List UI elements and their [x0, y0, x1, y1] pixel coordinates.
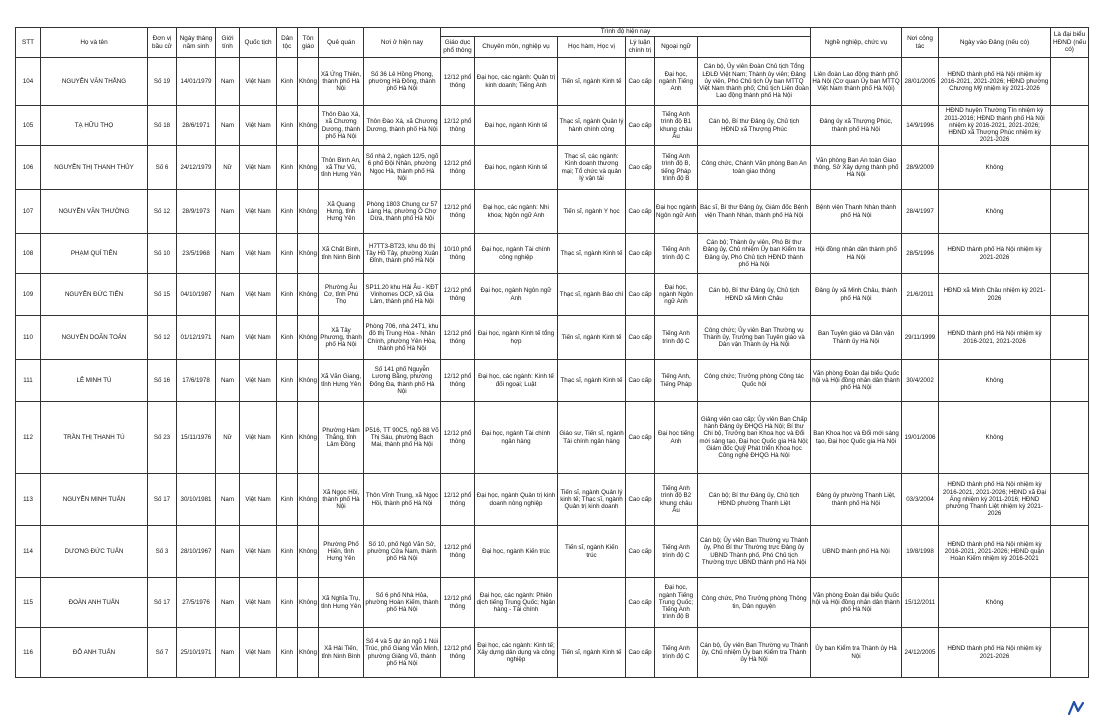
cell-sex: Nam [216, 58, 240, 106]
cell-specialty: Đại học, các ngành: Kinh tế đối ngoại; Luật [475, 360, 558, 402]
cell-workplace: Đảng ủy xã Thượng Phúc, thành phố Hà Nội [811, 106, 902, 146]
header-job: Nghề nghiệp, chức vụ [811, 28, 902, 58]
header-general: Giáo dục phổ thông [441, 37, 475, 58]
cell-language: Tiếng Anh trình độ C [655, 526, 698, 578]
cell-nationality: Việt Nam [240, 578, 277, 628]
cell-unit: Số 15 [148, 274, 177, 316]
cell-ethnicity: Kinh [277, 578, 298, 628]
cell-residence: Thôn Vĩnh Trung, xã Ngọc Hồi, thành phố Hà Nội [364, 474, 441, 526]
cell-ethnicity: Kinh [277, 146, 298, 190]
cell-politics: Cao cấp [626, 628, 655, 678]
cell-name: LÊ MINH TÚ [41, 360, 148, 402]
cell-religion: Không [298, 106, 319, 146]
header-unit: Đơn vị bầu cử [148, 28, 177, 58]
cell-general: 12/12 phổ thông [441, 146, 475, 190]
cell-sex: Nữ [216, 146, 240, 190]
cell-degree: Thạc sĩ, ngành Báo chí [558, 274, 626, 316]
cell-note [1051, 526, 1089, 578]
cell-party: 15/12/2011 [902, 578, 939, 628]
cell-dob: 28/6/1971 [177, 106, 216, 146]
cell-note [1051, 628, 1089, 678]
cell-nationality: Việt Nam [240, 474, 277, 526]
cell-stt: 115 [16, 578, 41, 628]
cell-workplace: UBND thành phố Hà Nội [811, 526, 902, 578]
cell-unit: Số 6 [148, 146, 177, 190]
header-education-group: Trình độ hiện nay [441, 28, 811, 37]
cell-religion: Không [298, 58, 319, 106]
cell-unit: Số 23 [148, 402, 177, 474]
cell-nationality: Việt Nam [240, 628, 277, 678]
cell-degree: Tiến sĩ, ngành Kinh tế [558, 316, 626, 360]
cell-degree: Tiến sĩ, ngành Kinh tế [558, 628, 626, 678]
cell-job: Cán bộ, Ủy viên Ban Thường vụ Thành ủy, Chủ nhiệm Ủy ban Kiểm tra Thành ủy Hà Nội [698, 628, 811, 678]
cell-residence: Số 141 phố Nguyễn Lương Bằng, phường Đống Đa, thành phố Hà Nội [364, 360, 441, 402]
cell-residence: Số 6 phố Nhà Hỏa, phường Hoàn Kiếm, thành phố Hà Nội [364, 578, 441, 628]
cell-ethnicity: Kinh [277, 106, 298, 146]
table-row [16, 526, 1089, 578]
cell-party: 30/4/2002 [902, 360, 939, 402]
cell-specialty: Đại học, các ngành: Nhi khoa; Ngôn ngữ Anh [475, 190, 558, 234]
cell-residence: Số 4 và 5 dự án ngõ 1 Núi Trúc, phố Giang Văn Minh, phường Giảng Võ, thành phố Hà Nội [364, 628, 441, 678]
cell-nationality: Việt Nam [240, 146, 277, 190]
cell-residence: P516, TT 90C5, ngõ 88 Võ Thị Sáu, phường Bạch Mai, thành phố Hà Nội [364, 402, 441, 474]
cell-name: PHẠM QUÍ TIÊN [41, 234, 148, 274]
cell-hometown: Xã Ứng Thiên, thành phố Hà Nội [319, 58, 364, 106]
table-row [16, 190, 1089, 234]
cell-specialty: Đại học, các ngành: Kinh tế; Xây dựng dân dụng và công nghiệp [475, 628, 558, 678]
cell-job: Công chức, Chánh Văn phòng Ban An toàn giao thông [698, 146, 811, 190]
cell-ethnicity: Kinh [277, 316, 298, 360]
cell-language: Đại học, ngành Tiếng Anh [655, 58, 698, 106]
cell-sex: Nam [216, 316, 240, 360]
cell-residence: SP11.20 khu Hải Âu - KĐT Vinhomes OCP, xã Gia Lâm, thành phố Hà Nội [364, 274, 441, 316]
cell-party: 24/12/2005 [902, 628, 939, 678]
cell-nationality: Việt Nam [240, 402, 277, 474]
cell-job: Công chức, Phó Trưởng phòng Thông tin, Dân nguyện [698, 578, 811, 628]
cell-party: 21/6/2011 [902, 274, 939, 316]
cell-general: 12/12 phổ thông [441, 316, 475, 360]
cell-delegate: HĐND thành phố Hà Nội nhiệm kỳ 2016-2021, 2021-2026 [939, 316, 1051, 360]
cell-note [1051, 106, 1089, 146]
cell-stt: 107 [16, 190, 41, 234]
cell-hometown: Xã Tây Phương, thành phố Hà Nội [319, 316, 364, 360]
cell-ethnicity: Kinh [277, 360, 298, 402]
cell-hometown: Xã Chất Bình, tỉnh Ninh Bình [319, 234, 364, 274]
cell-language: Tiếng Anh trình độ C [655, 628, 698, 678]
header-language: Ngoại ngữ [655, 37, 698, 58]
cell-note [1051, 274, 1089, 316]
cell-residence: Phòng 706, nhà 24T1, khu đô thị Trung Hòa - Nhân Chính, phường Yên Hòa, thành phố Hà Nội [364, 316, 441, 360]
cell-sex: Nam [216, 360, 240, 402]
header-workplace: Nơi công tác [902, 28, 939, 58]
header-delegate: Là đại biểu HĐND (nếu có) [1051, 28, 1089, 58]
header-sex: Giới tính [216, 28, 240, 58]
cell-sex: Nam [216, 106, 240, 146]
cell-religion: Không [298, 234, 319, 274]
cell-politics: Cao cấp [626, 402, 655, 474]
cell-unit: Số 12 [148, 316, 177, 360]
cell-degree: Tiến sĩ, ngành Y học [558, 190, 626, 234]
cell-unit: Số 19 [148, 58, 177, 106]
cell-religion: Không [298, 474, 319, 526]
cell-workplace: Đảng ủy phường Thanh Liệt, thành phố Hà Nội [811, 474, 902, 526]
cell-dob: 01/12/1971 [177, 316, 216, 360]
header-dob: Ngày tháng năm sinh [177, 28, 216, 58]
table-row [16, 234, 1089, 274]
cell-unit: Số 17 [148, 474, 177, 526]
cell-unit: Số 10 [148, 234, 177, 274]
header-religion: Tôn giáo [298, 28, 319, 58]
cell-delegate: HĐND huyện Thường Tín nhiệm kỳ 2011-2016; HĐND thành phố Hà Nội nhiệm kỳ 2016-2021, 2021-2026; HĐND xã Thượng Phúc nhiệm kỳ 2021-2026 [939, 106, 1051, 146]
cell-religion: Không [298, 274, 319, 316]
cell-name: NGUYỄN ĐỨC TIẾN [41, 274, 148, 316]
cell-specialty: Đại học, ngành Kinh tế [475, 146, 558, 190]
cell-note [1051, 58, 1089, 106]
cell-stt: 104 [16, 58, 41, 106]
header-nationality: Quốc tịch [240, 28, 277, 58]
cell-religion: Không [298, 628, 319, 678]
cell-stt: 112 [16, 402, 41, 474]
cell-politics: Cao cấp [626, 360, 655, 402]
cell-residence: Số 10, phố Ngô Văn Sở, phường Cửa Nam, thành phố Hà Nội [364, 526, 441, 578]
cell-party: 29/11/1999 [902, 316, 939, 360]
table-row [16, 146, 1089, 190]
cell-dob: 17/6/1978 [177, 360, 216, 402]
cell-sex: Nữ [216, 402, 240, 474]
cell-dob: 25/10/1971 [177, 628, 216, 678]
cell-degree: Thạc sĩ, ngành Quản lý hành chính công [558, 106, 626, 146]
cell-unit: Số 3 [148, 526, 177, 578]
cell-note [1051, 190, 1089, 234]
cell-party: 14/9/1996 [902, 106, 939, 146]
cell-dob: 23/5/1968 [177, 234, 216, 274]
cell-residence: Thôn Đào Xá, xã Chương Dương, thành phố Hà Nội [364, 106, 441, 146]
cell-degree: Thạc sĩ, ngành Kinh tế [558, 360, 626, 402]
cell-workplace: Hội đồng nhân dân thành phố Hà Nội [811, 234, 902, 274]
cell-language: Tiếng Anh, Tiếng Pháp [655, 360, 698, 402]
cell-sex: Nam [216, 190, 240, 234]
cell-religion: Không [298, 360, 319, 402]
cell-name: ĐỖ ANH TUẤN [41, 628, 148, 678]
cell-general: 12/12 phổ thông [441, 628, 475, 678]
header-party: Ngày vào Đảng (nếu có) [939, 28, 1051, 58]
cell-degree: Tiến sĩ, ngành Quản lý kinh tế; Thạc sĩ, ngành Quản trị kinh doanh [558, 474, 626, 526]
cell-degree: Tiến sĩ, ngành Kinh tế [558, 58, 626, 106]
cell-sex: Nam [216, 578, 240, 628]
cell-hometown: Xã Nghĩa Trụ, tỉnh Hưng Yên [319, 578, 364, 628]
cell-specialty: Đại học, các ngành: Phiên dịch tiếng Trung Quốc; Ngân hàng - Tài chính [475, 578, 558, 628]
cell-stt: 116 [16, 628, 41, 678]
cell-residence: Số 36 Lê Hồng Phong, phường Hà Đông, thành phố Hà Nội [364, 58, 441, 106]
cell-job: Cán bộ; Ủy viên Ban Thường vụ Thành ủy, Phó Bí thư Thường trực Đảng ủy UBND Thành phố, Phó Chủ tịch Thường trực UBND thành phố Hà Nội [698, 526, 811, 578]
cell-workplace: Văn phòng Đoàn đại biểu Quốc hội và Hội đồng nhân dân thành phố Hà Nội [811, 360, 902, 402]
cell-job: Cán bộ, Ủy viên Đoàn Chủ tịch Tổng LĐLĐ Việt Nam; Thành ủy viên; Đảng ủy viên, Phó Chủ tịch Ủy ban MTTQ Việt Nam thành phố; Chủ tịch Liên đoàn Lao động thành phố Hà Nội [698, 58, 811, 106]
cell-general: 12/12 phổ thông [441, 190, 475, 234]
cell-degree: Thạc sĩ, các ngành: Kinh doanh thương mại; Tổ chức và quản lý vận tải [558, 146, 626, 190]
cell-note [1051, 316, 1089, 360]
cell-unit: Số 17 [148, 578, 177, 628]
cell-sex: Nam [216, 628, 240, 678]
cell-politics: Cao cấp [626, 58, 655, 106]
cell-dob: 24/12/1979 [177, 146, 216, 190]
cell-politics: Cao cấp [626, 274, 655, 316]
cell-hometown: Xã Văn Giang, tỉnh Hưng Yên [319, 360, 364, 402]
cell-language: Đại học, ngành Ngôn ngữ Anh [655, 274, 698, 316]
cell-degree: Tiến sĩ, ngành Kiến trúc [558, 526, 626, 578]
cell-hometown: Xã Ngọc Hồi, thành phố Hà Nội [319, 474, 364, 526]
cell-language: Tiếng Anh trình độ B2 khung châu Âu [655, 474, 698, 526]
cell-name: NGUYỄN MINH TUẤN [41, 474, 148, 526]
cell-name: TRẦN THỊ THANH TÚ [41, 402, 148, 474]
cell-sex: Nam [216, 274, 240, 316]
cell-religion: Không [298, 146, 319, 190]
cell-workplace: Bệnh viện Thanh Nhàn thành phố Hà Nội [811, 190, 902, 234]
cell-hometown: Thôn Đào Xá, xã Chương Dương, thành phố Hà Nội [319, 106, 364, 146]
cell-politics: Cao cấp [626, 106, 655, 146]
cell-note [1051, 234, 1089, 274]
cell-language: Tiếng Anh trình độ B1 khung châu Âu [655, 106, 698, 146]
cell-name: DƯƠNG ĐỨC TUẤN [41, 526, 148, 578]
cell-nationality: Việt Nam [240, 106, 277, 146]
cell-name: ĐOÀN ANH TUẤN [41, 578, 148, 628]
cell-nationality: Việt Nam [240, 190, 277, 234]
cell-specialty: Đại học, các ngành: Quản trị kinh doanh; Tiếng Anh [475, 58, 558, 106]
cell-delegate: Không [939, 146, 1051, 190]
cell-politics: Cao cấp [626, 234, 655, 274]
cell-delegate: Không [939, 190, 1051, 234]
cell-note [1051, 360, 1089, 402]
cell-nationality: Việt Nam [240, 58, 277, 106]
header-specialty: Chuyên môn, nghiệp vụ [475, 37, 558, 58]
cell-ethnicity: Kinh [277, 234, 298, 274]
table-row [16, 474, 1089, 526]
cell-stt: 108 [16, 234, 41, 274]
cell-hometown: Xã Hải Tiến, tỉnh Ninh Bình [319, 628, 364, 678]
cell-politics: Cao cấp [626, 146, 655, 190]
cell-hometown: Thôn Bình An, xã Thư Vũ, tỉnh Hưng Yên [319, 146, 364, 190]
cell-workplace: Ủy ban Kiểm tra Thành ủy Hà Nội [811, 628, 902, 678]
cell-hometown: Phường Hàm Thắng, tỉnh Lâm Đồng [319, 402, 364, 474]
cell-stt: 114 [16, 526, 41, 578]
cell-job: Công chức; Ủy viên Ban Thường vụ Thành ủy, Trưởng ban Tuyên giáo và Dân vận Thành ủy Hà Nội [698, 316, 811, 360]
cell-delegate: Không [939, 360, 1051, 402]
cell-party: 28/9/2009 [902, 146, 939, 190]
cell-name: NGUYỄN THỊ THANH THỦY [41, 146, 148, 190]
table-row [16, 628, 1089, 678]
header-hometown: Quê quán [319, 28, 364, 58]
cell-dob: 28/9/1973 [177, 190, 216, 234]
cell-party: 19/8/1998 [902, 526, 939, 578]
cell-job: Cán bộ, Bí thư Đảng ủy, Chủ tịch HĐND xã Thượng Phúc [698, 106, 811, 146]
cell-nationality: Việt Nam [240, 316, 277, 360]
cell-religion: Không [298, 526, 319, 578]
cell-hometown: Phường Âu Cơ, tỉnh Phú Thọ [319, 274, 364, 316]
cell-workplace: Văn phòng Ban An toàn Giao thông, Sở Xây dựng thành phố Hà Nội [811, 146, 902, 190]
cell-dob: 30/10/1981 [177, 474, 216, 526]
cell-dob: 15/11/1976 [177, 402, 216, 474]
cell-degree [558, 578, 626, 628]
cell-unit: Số 18 [148, 106, 177, 146]
cell-politics: Cao cấp [626, 578, 655, 628]
table-row [16, 106, 1089, 146]
cell-party: 19/01/2006 [902, 402, 939, 474]
cell-politics: Cao cấp [626, 474, 655, 526]
cell-politics: Cao cấp [626, 526, 655, 578]
cell-general: 12/12 phổ thông [441, 274, 475, 316]
cell-party: 03/3/2004 [902, 474, 939, 526]
cell-language: Đại học, ngành Tiếng Trung Quốc; Tiếng Anh trình độ B [655, 578, 698, 628]
cell-note [1051, 474, 1089, 526]
header-degree: Học hàm, Học vị [558, 37, 626, 58]
cell-name: NGUYỄN VĂN THƯỜNG [41, 190, 148, 234]
cell-religion: Không [298, 190, 319, 234]
header-ethnicity: Dân tộc [277, 28, 298, 58]
cell-note [1051, 402, 1089, 474]
cell-language: Tiếng Anh trình độ B, tiếng Pháp trình độ B [655, 146, 698, 190]
table-body [16, 58, 1089, 678]
cell-language: Tiếng Anh trình độ C [655, 316, 698, 360]
cell-specialty: Đại học, ngành Tài chính công nghiệp [475, 234, 558, 274]
cell-ethnicity: Kinh [277, 274, 298, 316]
cell-delegate: Không [939, 402, 1051, 474]
cell-sex: Nam [216, 474, 240, 526]
cell-residence: Phòng 1803 Chung cư 57 Láng Hạ, phường Ô Chợ Dừa, thành phố Hà Nội [364, 190, 441, 234]
cell-stt: 111 [16, 360, 41, 402]
cell-unit: Số 12 [148, 190, 177, 234]
cell-general: 12/12 phổ thông [441, 578, 475, 628]
cell-job: Giảng viên cao cấp; Ủy viên Ban Chấp hành Đảng ủy ĐHQG Hà Nội; Bí thư Chi bộ, Trưởng ban Khoa học và Đổi mới sáng tạo, Đại học Quốc gia Hà Nội; Giám đốc Quỹ Phát triển Khoa học Công nghệ ĐHQG Hà Nội [698, 402, 811, 474]
header-residence: Nơi ở hiện nay [364, 28, 441, 58]
cell-degree: Thạc sĩ, ngành Kinh tế [558, 234, 626, 274]
cell-general: 12/12 phổ thông [441, 526, 475, 578]
cell-specialty: Đại học, ngành Tài chính ngân hàng [475, 402, 558, 474]
cell-specialty: Đại học, ngành Kinh tế [475, 106, 558, 146]
table-row [16, 360, 1089, 402]
header-politics: Lý luận chính trị [626, 37, 655, 58]
cell-residence: H7TT3-BT23, khu đô thị Tây Hồ Tây, phường Xuân Đỉnh, thành phố Hà Nội [364, 234, 441, 274]
cell-name: TẠ HỮU THỌ [41, 106, 148, 146]
cell-nationality: Việt Nam [240, 526, 277, 578]
cell-delegate: Không [939, 578, 1051, 628]
cell-stt: 113 [16, 474, 41, 526]
cell-hometown: Phường Phố Hiến, tỉnh Hưng Yên [319, 526, 364, 578]
cell-unit: Số 7 [148, 628, 177, 678]
cell-specialty: Đại học, ngành Kiến trúc [475, 526, 558, 578]
cell-nationality: Việt Nam [240, 360, 277, 402]
cell-party: 28/01/2005 [902, 58, 939, 106]
cell-general: 12/12 phổ thông [441, 106, 475, 146]
cell-nationality: Việt Nam [240, 274, 277, 316]
table-row [16, 274, 1089, 316]
cell-stt: 106 [16, 146, 41, 190]
cell-dob: 04/10/1987 [177, 274, 216, 316]
cell-language: Đại học tiếng Anh [655, 402, 698, 474]
cell-job: Cán bộ; Bí thư Đảng ủy, Chủ tịch HĐND phường Thanh Liệt [698, 474, 811, 526]
cell-ethnicity: Kinh [277, 474, 298, 526]
cell-specialty: Đại học, ngành Quản trị kinh doanh nông nghiệp [475, 474, 558, 526]
cell-ethnicity: Kinh [277, 58, 298, 106]
cell-stt: 110 [16, 316, 41, 360]
cell-job: Công chức; Trưởng phòng Công tác Quốc hội [698, 360, 811, 402]
cell-name: NGUYỄN DOÃN TOẢN [41, 316, 148, 360]
cell-workplace: Ban Tuyên giáo và Dân vận Thành ủy Hà Nội [811, 316, 902, 360]
cell-workplace: Ban Khoa học và Đổi mới sáng tạo, Đại học Quốc gia Hà Nội [811, 402, 902, 474]
table-row [16, 316, 1089, 360]
cell-sex: Nam [216, 234, 240, 274]
cell-language: Đại học ngành Ngôn ngữ Anh [655, 190, 698, 234]
cell-nationality: Việt Nam [240, 234, 277, 274]
cell-religion: Không [298, 578, 319, 628]
cell-ethnicity: Kinh [277, 628, 298, 678]
cell-note [1051, 578, 1089, 628]
cell-job: Cán bộ; Thành ủy viên, Phó Bí thư Đảng ủy, Chủ nhiệm Ủy ban Kiểm tra Đảng ủy, Phó Chủ tịch HĐND thành phố Hà Nội [698, 234, 811, 274]
cell-name: NGUYỄN VĂN THẮNG [41, 58, 148, 106]
cell-workplace: Đảng ủy xã Minh Châu, thành phố Hà Nội [811, 274, 902, 316]
cell-language: Tiếng Anh trình độ C [655, 234, 698, 274]
cell-unit: Số 16 [148, 360, 177, 402]
cell-dob: 28/10/1967 [177, 526, 216, 578]
cell-workplace: Liên đoàn Lao động thành phố Hà Nội (Cơ quan Ủy ban MTTQ Việt Nam thành phố Hà Nội) [811, 58, 902, 106]
cell-general: 10/10 phổ thông [441, 234, 475, 274]
table-row [16, 58, 1089, 106]
cell-ethnicity: Kinh [277, 402, 298, 474]
table-row [16, 402, 1089, 474]
cell-job: Cán bộ, Bí thư Đảng ủy, Chủ tịch HĐND xã Minh Châu [698, 274, 811, 316]
cell-degree: Giáo sư, Tiến sĩ, ngành Tài chính ngân hàng [558, 402, 626, 474]
table-row [16, 578, 1089, 628]
cell-residence: Số nhà 2, ngách 12/5, ngõ 6 phố Đội Nhân, phường Ngọc Hà, thành phố Hà Nội [364, 146, 441, 190]
cell-stt: 105 [16, 106, 41, 146]
cell-sex: Nam [216, 526, 240, 578]
cell-hometown: Xã Quang Hưng, tỉnh Hưng Yên [319, 190, 364, 234]
cell-note [1051, 146, 1089, 190]
cell-ethnicity: Kinh [277, 526, 298, 578]
cell-religion: Không [298, 402, 319, 474]
cell-job: Bác sĩ, Bí thư Đảng ủy, Giám đốc Bệnh viện Thanh Nhàn, thành phố Hà Nội [698, 190, 811, 234]
cell-workplace: Văn phòng Đoàn đại biểu Quốc hội và Hội đồng nhân dân thành phố Hà Nội [811, 578, 902, 628]
cell-specialty: Đại học, ngành Ngôn ngữ Anh [475, 274, 558, 316]
cell-delegate: HĐND thành phố Hà Nội nhiệm kỳ 2016-2021, 2021-2026; HĐND xã Đại Áng nhiệm kỳ 2011-2016; HĐND phường Thanh Liệt nhiệm kỳ 2021-2026 [939, 474, 1051, 526]
cell-delegate: HĐND thành phố Hà Nội nhiệm kỳ 2016-2021, 2021-2026; HĐND phường Chương Mỹ nhiệm kỳ 2021-2026 [939, 58, 1051, 106]
cell-ethnicity: Kinh [277, 190, 298, 234]
cell-delegate: HĐND thành phố Hà Nội nhiệm kỳ 2021-2026 [939, 234, 1051, 274]
cell-general: 12/12 phổ thông [441, 58, 475, 106]
cell-party: 28/5/1996 [902, 234, 939, 274]
candidate-table [15, 27, 1089, 678]
cell-delegate: HĐND xã Minh Châu nhiệm kỳ 2021-2026 [939, 274, 1051, 316]
cell-general: 12/12 phổ thông [441, 360, 475, 402]
cell-politics: Cao cấp [626, 190, 655, 234]
cell-delegate: HĐND thành phố Hà Nội nhiệm kỳ 2016-2021, 2021-2026; HĐND quận Hoàn Kiếm nhiệm kỳ 2016-2021 [939, 526, 1051, 578]
cell-religion: Không [298, 316, 319, 360]
cell-dob: 14/01/1979 [177, 58, 216, 106]
cell-specialty: Đại học, ngành Kinh tế tổng hợp [475, 316, 558, 360]
cell-politics: Cao cấp [626, 316, 655, 360]
cell-dob: 27/5/1976 [177, 578, 216, 628]
publisher-logo-icon [1066, 700, 1086, 716]
cell-general: 12/12 phổ thông [441, 402, 475, 474]
cell-party: 28/4/1997 [902, 190, 939, 234]
cell-general: 12/12 phổ thông [441, 474, 475, 526]
header-stt: STT [16, 28, 41, 58]
cell-stt: 109 [16, 274, 41, 316]
header-name: Họ và tên [41, 28, 148, 58]
cell-delegate: HĐND thành phố Hà Nội nhiệm kỳ 2021-2026 [939, 628, 1051, 678]
